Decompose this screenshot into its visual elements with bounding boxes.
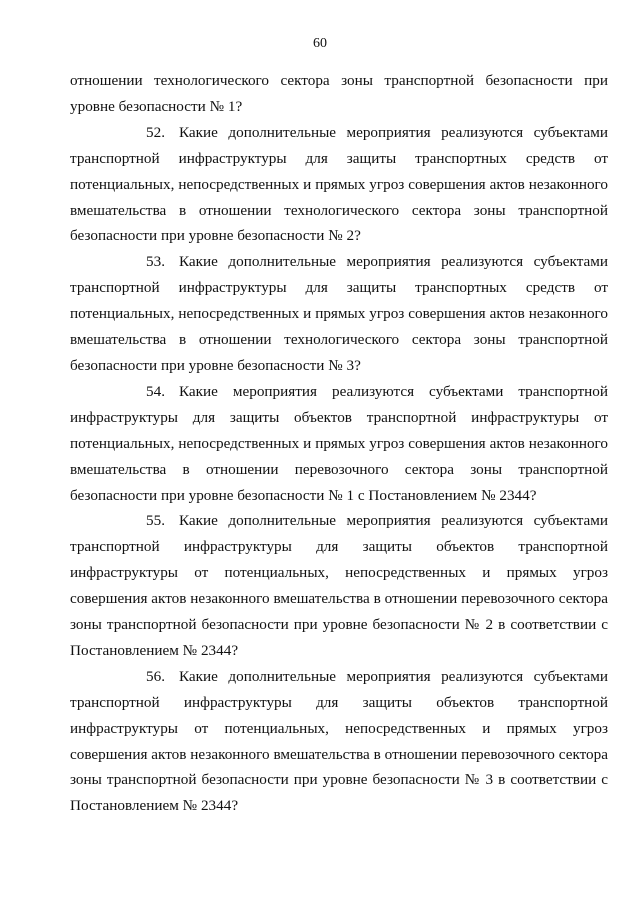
- question-text: Какие дополнительные мероприятия реализуются субъектами транспортной инфраструктуры для защиты объектов транспортной инфраструктуры от потенциальных, непосредственных и прямых угроз совершения актов незаконного вмешательства в отношении перевозочного сектора зоны транспортной безопасности при уровне безопасности № 3 в соответствии с Постановлением № 2344?: [70, 667, 608, 815]
- question-56: [70, 664, 608, 819]
- question-text: Какие дополнительные мероприятия реализуются субъектами транспортной инфраструктуры для защиты транспортных средств от потенциальных, непосредственных и прямых угроз совершения актов незаконного вмешательства в отношении технологического сектора зоны транспортной безопасности при уровне безопасности № 2?: [70, 123, 608, 245]
- question-number: 54.: [146, 382, 165, 400]
- paragraph-continuation: [70, 68, 608, 120]
- question-number: 56.: [146, 667, 165, 685]
- question-text: Какие дополнительные мероприятия реализуются субъектами транспортной инфраструктуры для защиты объектов транспортной инфраструктуры от потенциальных, непосредственных и прямых угроз совершения актов незаконного вмешательства в отношении перевозочного сектора зоны транспортной безопасности при уровне безопасности № 2 в соответствии с Постановлением № 2344?: [70, 512, 608, 659]
- question-54: [70, 379, 608, 509]
- question-text: Какие мероприятия реализуются субъектами транспортной инфраструктуры для защиты объектов транспортной инфраструктуры от потенциальных, непосредственных и прямых угроз совершения актов незаконного вмешательства в отношении перевозочного сектора зоны транспортной безопасности при уровне безопасности № 1 с Постановлением № 2344?: [70, 382, 608, 504]
- question-number: 55.: [146, 512, 165, 530]
- question-53: [70, 249, 608, 379]
- question-52: [70, 120, 608, 250]
- question-number: 53.: [146, 253, 165, 271]
- question-55: [70, 508, 608, 663]
- question-number: 52.: [146, 123, 165, 141]
- document-body: [70, 68, 608, 819]
- question-text: Какие дополнительные мероприятия реализуются субъектами транспортной инфраструктуры для защиты транспортных средств от потенциальных, непосредственных и прямых угроз совершения актов незаконного вмешательства в отношении технологического сектора зоны транспортной безопасности при уровне безопасности № 3?: [70, 253, 608, 374]
- paragraph-text: отношении технологического сектора зоны транспортной безопасности при уровне безопасности № 1?: [70, 72, 608, 115]
- page-number: 60: [313, 36, 327, 51]
